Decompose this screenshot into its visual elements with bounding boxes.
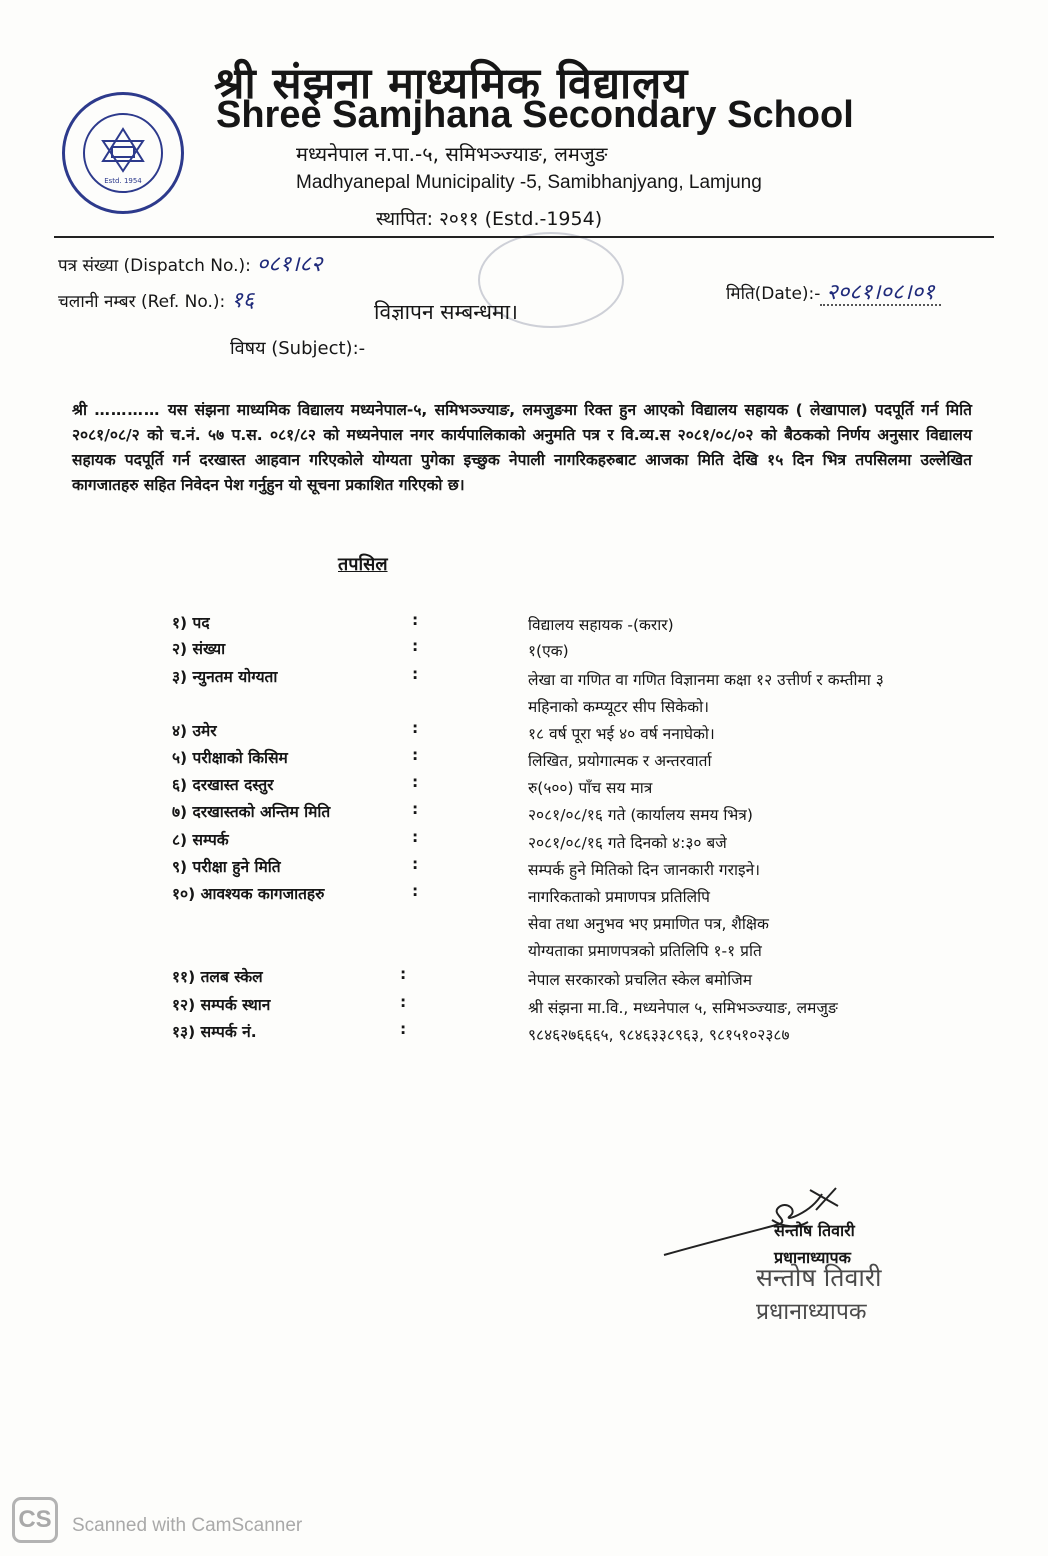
detail-value: २०८१/०८/१६ गते दिनको ४:३० बजे bbox=[528, 834, 727, 852]
detail-value-line3: योग्यताका प्रमाणपत्रको प्रतिलिपि १-१ प्रति bbox=[528, 942, 762, 960]
detail-colon: : bbox=[400, 993, 407, 1011]
details-heading: तपसिल bbox=[338, 554, 388, 575]
detail-value-line2: सेवा तथा अनुभव भए प्रमाणित पत्र, शैक्षिक bbox=[528, 915, 769, 933]
notice-body bbox=[72, 398, 972, 498]
detail-value-line2: महिनाको कम्प्यूटर सीप सिकेको। bbox=[528, 698, 709, 716]
detail-colon: : bbox=[412, 773, 419, 791]
dispatch-number bbox=[58, 248, 322, 278]
detail-colon: : bbox=[412, 637, 419, 655]
signatory-name: सन्तोष तिवारी bbox=[774, 1221, 855, 1240]
school-name-nepali: श्री संझना माध्यमिक विद्यालय bbox=[214, 59, 689, 109]
signatory-title-stamp: प्रधानाध्यापक bbox=[756, 1299, 867, 1325]
detail-label: २) संख्या bbox=[172, 640, 226, 658]
ref-label: चलानी नम्बर (Ref. No.): bbox=[58, 292, 226, 312]
detail-label: ९) परीक्षा हुने मिति bbox=[172, 858, 281, 876]
detail-value: २०८१/०८/१६ गते (कार्यालय समय भित्र) bbox=[528, 806, 753, 824]
school-name-english: Shree Samjhana Secondary School bbox=[216, 94, 854, 136]
detail-colon: : bbox=[412, 746, 419, 764]
camscanner-logo-icon: CS bbox=[12, 1497, 58, 1543]
detail-label: ५) परीक्षाको किसिम bbox=[172, 749, 288, 767]
detail-value: विद्यालय सहायक -(करार) bbox=[528, 616, 674, 634]
date-label: मिति(Date):- bbox=[726, 284, 821, 304]
svg-text:Estd. 1954: Estd. 1954 bbox=[104, 177, 142, 185]
school-seal bbox=[62, 92, 184, 214]
address-nepali: मध्यनेपाल न.पा.-५, समिभञ्ज्याङ, लमजुङ bbox=[296, 142, 608, 166]
detail-colon: : bbox=[400, 965, 407, 983]
scanner-watermark: Scanned with CamScanner bbox=[72, 1515, 303, 1536]
detail-value: ९८४६२७६६६५, ९८४६३३८९६३, ९८१५१०२३८७ bbox=[528, 1026, 790, 1044]
detail-value: १८ वर्ष पूरा भई ४० वर्ष ननाघेको। bbox=[528, 725, 715, 743]
dispatch-value: ०८१।८२ bbox=[256, 251, 323, 276]
signatory-name-stamp: सन्तोष तिवारी bbox=[756, 1263, 882, 1292]
detail-colon: : bbox=[412, 719, 419, 737]
body-dots: ………… bbox=[94, 401, 161, 419]
detail-label: १) पद bbox=[172, 614, 210, 632]
signatory-title: प्रधानाध्यापक bbox=[774, 1248, 851, 1267]
book-emblem-icon bbox=[65, 95, 183, 213]
address-english: Madhyanepal Municipality -5, Samibhanjyang, Lamjung bbox=[296, 172, 762, 193]
detail-label: ११) तलब स्केल bbox=[172, 968, 263, 986]
detail-colon: : bbox=[412, 882, 419, 900]
detail-colon: : bbox=[412, 828, 419, 846]
detail-colon: : bbox=[400, 1020, 407, 1038]
notice-title: विज्ञापन सम्बन्धमा। bbox=[374, 300, 518, 324]
detail-colon: : bbox=[412, 611, 419, 629]
detail-label: १०) आवश्यक कागजातहरु bbox=[172, 885, 325, 903]
body-text: यस संझना माध्यमिक विद्यालय मध्यनेपाल-५, समिभञ्ज्याङ, लमजुङमा रिक्त हुन आएको विद्यालय सहायक ( लेखापाल) पदपूर्ति गर्न मिति २०८१/०८/२ को च.नं. ५७ प.स. ०८१/८२ को मध्यनेपाल नगर कार्यपालिकाको अनुमति पत्र र वि.व्य.स २०८१/०८/०२ को बैठकको निर्णय अनुसार विद्यालय सहायक पदपूर्ति गर्न दरखास्त आहवान गरिएकोले योग्यता पुगेका इच्छुक नेपाली नागरिकहरुबाट आजका मिति देखि १५ दिन भित्र तपसिलमा उल्लेखित कागजातहरु सहित निवेदन पेश गर्नुहुन यो सूचना प्रकाशित गरिएको छ। bbox=[72, 401, 972, 494]
reference-number bbox=[58, 284, 254, 314]
ref-value: १६ bbox=[231, 287, 255, 312]
body-prefix: श्री bbox=[72, 401, 87, 419]
detail-value: लेखा वा गणित वा गणित विज्ञानमा कक्षा १२ उत्तीर्ण र कम्तीमा ३ bbox=[528, 671, 884, 689]
date-value: २०८१।०८।०१ bbox=[820, 279, 940, 306]
detail-value: नेपाल सरकारको प्रचलित स्केल बमोजिम bbox=[528, 971, 753, 989]
subject-label: विषय (Subject):- bbox=[230, 338, 366, 359]
detail-value: नागरिकताको प्रमाणपत्र प्रतिलिपि bbox=[528, 888, 710, 906]
established-year: स्थापित: २०११ (Estd.-1954) bbox=[376, 208, 603, 230]
detail-value: १(एक) bbox=[528, 642, 569, 660]
detail-label: ३) न्युनतम योग्यता bbox=[172, 668, 278, 686]
detail-label: १२) सम्पर्क स्थान bbox=[172, 996, 271, 1014]
detail-label: ४) उमेर bbox=[172, 722, 217, 740]
detail-value: सम्पर्क हुने मितिको दिन जानकारी गराइने। bbox=[528, 861, 761, 879]
detail-value: लिखित, प्रयोगात्मक र अन्तरवार्ता bbox=[528, 752, 712, 770]
detail-label: ८) सम्पर्क bbox=[172, 831, 229, 849]
header-divider bbox=[54, 236, 994, 238]
detail-colon: : bbox=[412, 665, 419, 683]
detail-label: ७) दरखास्तको अन्तिम मिति bbox=[172, 803, 331, 821]
dispatch-label: पत्र संख्या (Dispatch No.): bbox=[58, 256, 251, 276]
detail-label: १३) सम्पर्क नं. bbox=[172, 1023, 257, 1041]
detail-colon: : bbox=[412, 800, 419, 818]
detail-value: श्री संझना मा.वि., मध्यनेपाल ५, समिभञ्ज्याङ, लमजुङ bbox=[528, 999, 838, 1017]
detail-value: रु(५००) पाँच सय मात्र bbox=[528, 779, 653, 797]
letter-date bbox=[726, 276, 941, 306]
detail-label: ६) दरखास्त दस्तुर bbox=[172, 776, 274, 794]
detail-colon: : bbox=[412, 855, 419, 873]
